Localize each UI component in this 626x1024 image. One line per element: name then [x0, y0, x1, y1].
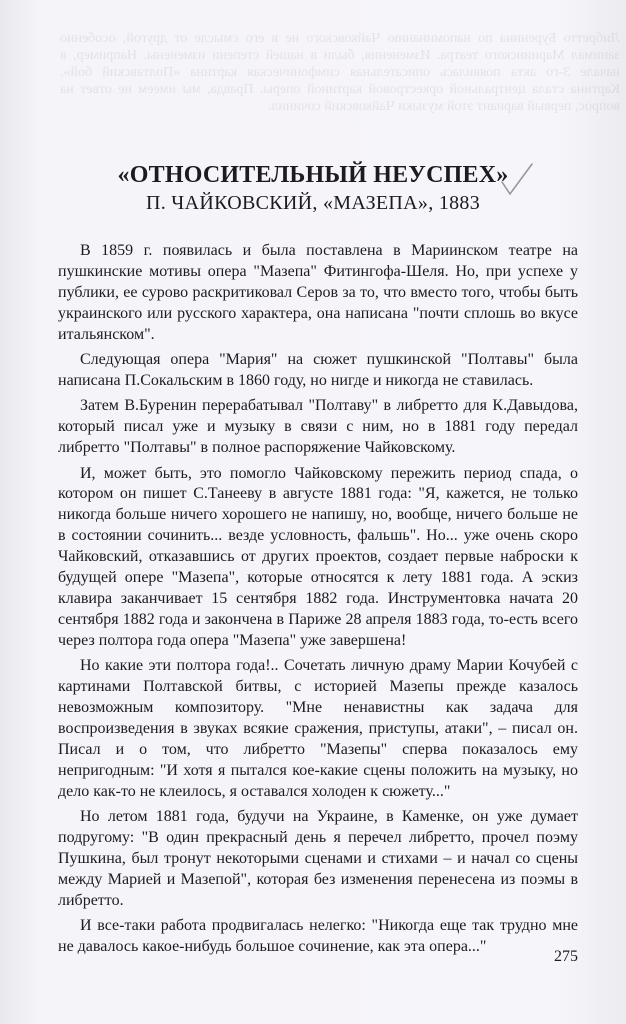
chapter-title: «ОТНОСИТЕЛЬНЫЙ НЕУСПЕХ»: [117, 162, 509, 188]
paragraph: В 1859 г. появилась и была поставлена в Мариинском театре на пушкинские мотивы опера "Мазепа" Фитингофа-Шеля. Но, при успехе у публики, ее сурово раскритиковал Серов за то, что вместо того, чтобы быть украинского или русского характера, она написана "почти сплошь во вкусе итальянском".: [58, 242, 578, 343]
chapter-subtitle: П. ЧАЙКОВСКИЙ, «МАЗЕПА», 1883: [145, 192, 481, 214]
paragraph: Следующая опера "Мария" на сюжет пушкинской "Полтавы" была написана П.Сокальским в 1860 году, но нигде и никогда не ставилась.: [58, 351, 578, 389]
paragraph: Но какие эти полтора года!.. Сочетать личную драму Марии Кочубей с картинами Полтавской битвы, с историей Мазепы прежде казалось невозможным композитору. "Мне ненавистны как задача для воспроизведения в звуках всякие сражения, приступы, атаки", – писал он. Писал и о том, что либретто "Мазепы" сперва показалось ему непригодным: "И хотя я пытался кое-какие сцены положить на музыку, но дело как-то не клеилось, я оставался холоден к сюжету...": [58, 657, 578, 800]
paragraph: И все-таки работа продвигалась нелегко: "Никогда еще так трудно мне не давалось какое-нибудь большое сочинение, как эта опера...": [58, 917, 578, 955]
paragraph: И, может быть, это помогло Чайковскому пережить период спада, о котором он пишет С.Танееву в августе 1881 года: "Я, кажется, не только никогда больше ничего хорошего не напишу, но, вообще, ничего больше не в состоянии сочинить... везде условность, фальшь". Но... уже очень скоро Чайковский, отказавшись от других проектов, создает первые наброски к будущей опере "Мазепа", которые относятся к лету 1881 года. А эскиз клавира заканчивает 15 сентября 1882 года. Инструментовка начата 20 сентября 1882 года и закончена в Париже 28 апреля 1883 года, то-есть всего через полтора года опера "Мазепа" уже завершена!: [58, 464, 578, 649]
paragraph: Затем В.Буренин перерабатывал "Полтаву" в либретто для К.Давыдова, который писал уже и музыку в связи с ним, но в 1881 году передал либретто "Полтавы" в полное распоряжение Чайковскому.: [58, 397, 578, 457]
show-through-background: Либретто Буренина по напоминанию Чайковского не в его смысле от другой, особенно занимал Мариинского театра. Изменения, были в нашей степени изменены. Например, в начале 3-го акта появилась описательная симфоническая картина «Полтавский бой». Картина стала центральной оркестровой картиной оперы. Правда, мы имеем не ответ на вопрос, первый вариант этой музыки Чайковский сочинил.: [56, 31, 620, 114]
paragraph: Но летом 1881 года, будучи на Украине, в Каменке, он уже думает подругому: "В один прекрасный день я перечел либретто, прочел поэму Пушкина, был тронут некоторыми сценами и стихами – и начал со сцены между Марией и Мазепой", которая без изменения перенесена из поэмы в либретто.: [58, 808, 578, 909]
page-number: 275: [554, 948, 578, 965]
chapter-body: [58, 241, 578, 962]
